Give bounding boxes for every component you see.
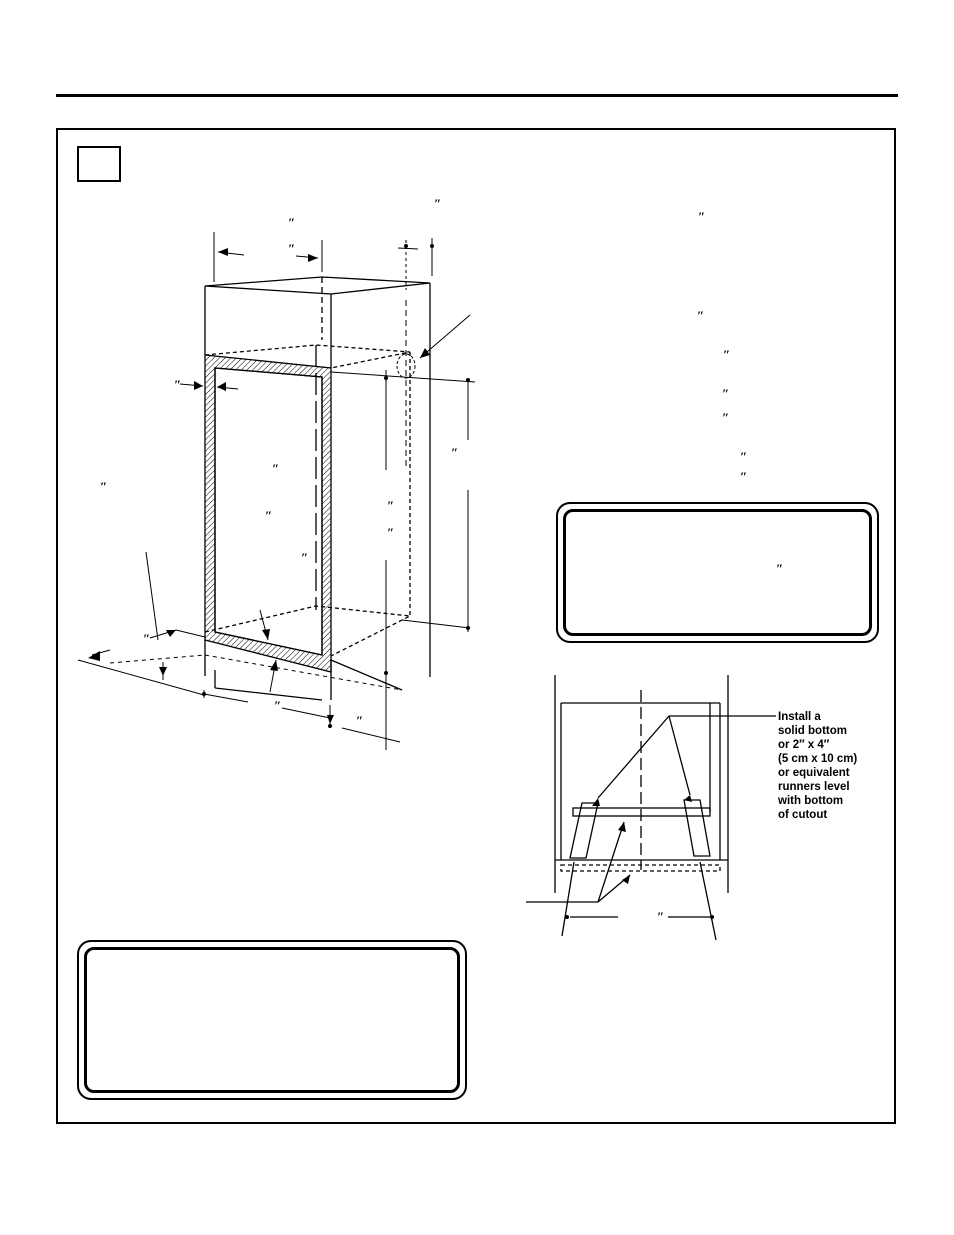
- spec-inch-mark: ″: [722, 386, 730, 401]
- spec-inch-mark: ″: [698, 209, 706, 224]
- spec-inch-mark: ″: [723, 347, 731, 362]
- dim-inch-mark: ″: [301, 550, 309, 565]
- note-box-right: [556, 502, 879, 643]
- spec-inch-mark: ″: [740, 469, 748, 484]
- dim-inch-mark: ″: [174, 377, 182, 392]
- runner-callout-label: Install a solid bottom or 2″ x 4″ (5 cm x 10 cm) or equivalent runners level with bottom of cutout: [778, 711, 858, 821]
- note-inch-mark: ″: [776, 561, 784, 576]
- dim-inch-mark: ″: [272, 461, 280, 476]
- dim-inch-mark: ″: [288, 215, 296, 230]
- dim-inch-mark: ″: [288, 241, 296, 256]
- dim-inch-mark: ″: [451, 445, 459, 460]
- spec-inch-mark: ″: [722, 410, 730, 425]
- spec-inch-mark: ″: [697, 308, 705, 323]
- dim-inch-mark: ″: [274, 698, 282, 713]
- dim-inch-mark: ″: [434, 196, 442, 211]
- dim-inch-mark: ″: [143, 631, 151, 646]
- dim-inch-mark: ″: [265, 508, 273, 523]
- runner-dim-inch-mark: ″: [657, 909, 665, 924]
- dim-inch-mark: ″: [387, 525, 395, 540]
- dim-inch-mark: ″: [100, 479, 108, 494]
- dim-inch-mark: ″: [387, 498, 395, 513]
- dim-inch-mark: ″: [356, 713, 364, 728]
- note-box-left: [77, 940, 467, 1100]
- spec-inch-mark: ″: [740, 449, 748, 464]
